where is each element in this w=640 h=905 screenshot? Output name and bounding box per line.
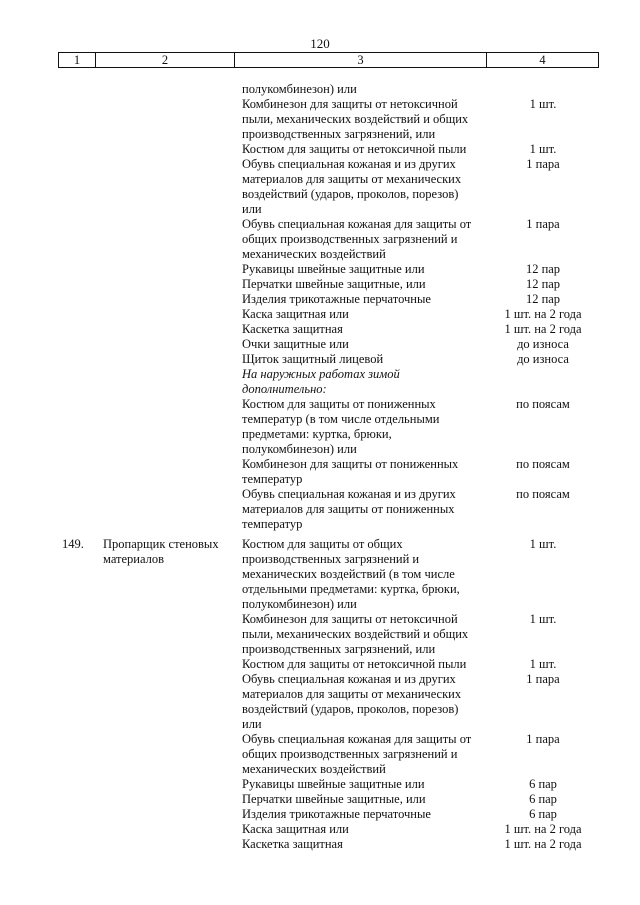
page-number: 120 — [310, 36, 330, 51]
quantity-cell: 1 шт. — [529, 142, 557, 156]
item-text-line: или — [242, 717, 262, 731]
profession-line: Пропарщик стеновых — [103, 537, 219, 551]
item-text-line: механических воздействий — [242, 762, 386, 776]
item-text-line: Очки защитные или — [242, 337, 349, 351]
quantity-cell: по поясам — [516, 397, 570, 411]
item-text-line: Каскетка защитная — [242, 837, 343, 851]
item-text-line: Костюм для защиты от пониженных — [242, 397, 436, 411]
item-text-line: полукомбинезон) или — [242, 597, 357, 611]
header-col-2: 2 — [95, 52, 235, 68]
quantity-cell: 6 пар — [529, 792, 557, 806]
item-text-line: воздействий (ударов, проколов, порезов) — [242, 702, 459, 716]
quantity-cell: 1 шт. — [529, 657, 557, 671]
item-text-line: пыли, механических воздействий и общих — [242, 112, 469, 126]
quantity-cell: до износа — [517, 337, 569, 351]
item-text-line: или — [242, 202, 262, 216]
item-text-line: Костюм для защиты от нетоксичной пыли — [242, 142, 467, 156]
item-text-line: Перчатки швейные защитные, или — [242, 277, 426, 291]
quantity-cell: 6 пар — [529, 777, 557, 791]
quantity-cell: 1 пара — [526, 217, 560, 231]
quantity-cell: 12 пар — [525, 277, 561, 291]
item-text-line: производственных загрязнений, или — [242, 642, 436, 656]
quantity-cell: до износа — [517, 352, 569, 366]
quantity-cell: 6 пар — [529, 807, 557, 821]
item-text-line: температур — [242, 472, 303, 486]
item-text-line: Каска защитная или — [242, 307, 349, 321]
item-text-line: общих производственных загрязнений и — [242, 232, 458, 246]
item-text-line: общих производственных загрязнений и — [242, 747, 458, 761]
item-text-line: полукомбинезон) или — [242, 82, 357, 96]
item-text-line: Обувь специальная кожаная для защиты от — [242, 732, 472, 746]
item-text-line: температур — [242, 517, 303, 531]
quantity-cell: 1 шт. на 2 года — [504, 307, 582, 321]
item-text-line: Изделия трикотажные перчаточные — [242, 292, 431, 306]
quantity-cell: 1 шт. — [529, 537, 557, 551]
item-text-line: отдельными предметами: куртка, брюки, — [242, 582, 460, 596]
quantity-cell: 1 шт. на 2 года — [504, 322, 582, 336]
quantity-cell: 1 шт. — [529, 612, 557, 626]
header-col-4: 4 — [486, 52, 599, 68]
item-text-line: полукомбинезон) или — [242, 442, 357, 456]
item-text-line: предметами: куртка, брюки, — [242, 427, 392, 441]
item-text-line: механических воздействий — [242, 247, 386, 261]
quantity-cell: по поясам — [516, 457, 570, 471]
item-text-line: Обувь специальная кожаная и из других — [242, 157, 456, 171]
item-number: 149. — [62, 537, 84, 551]
item-text-line: Каска защитная или — [242, 822, 349, 836]
item-text-line: Комбинезон для защиты от пониженных — [242, 457, 459, 471]
item-text-line: Обувь специальная кожаная и из других — [242, 672, 456, 686]
quantity-cell: 1 пара — [526, 732, 560, 746]
header-col-3: 3 — [234, 52, 487, 68]
item-text-line: Комбинезон для защиты от нетоксичной — [242, 612, 458, 626]
header-col-1: 1 — [58, 52, 96, 68]
item-text-line: Изделия трикотажные перчаточные — [242, 807, 431, 821]
item-text-line: Рукавицы швейные защитные или — [242, 777, 425, 791]
item-text-line: пыли, механических воздействий и общих — [242, 627, 469, 641]
quantity-cell: 1 пара — [526, 672, 560, 686]
item-text-line: Комбинезон для защиты от нетоксичной — [242, 97, 458, 111]
item-text-line: Щиток защитный лицевой — [242, 352, 384, 366]
item-text-line: Обувь специальная кожаная и из других — [242, 487, 456, 501]
quantity-cell: 1 шт. на 2 года — [504, 837, 582, 851]
item-text-line: Рукавицы швейные защитные или — [242, 262, 425, 276]
item-text-line: материалов для защиты от механических — [242, 687, 462, 701]
item-text-line: материалов для защиты от механических — [242, 172, 462, 186]
item-text-line: Костюм для защиты от общих — [242, 537, 403, 551]
item-text-line: Перчатки швейные защитные, или — [242, 792, 426, 806]
item-text-line: производственных загрязнений и — [242, 552, 420, 566]
item-text-line: Костюм для защиты от нетоксичной пыли — [242, 657, 467, 671]
quantity-cell: 1 шт. — [529, 97, 557, 111]
quantity-cell: по поясам — [516, 487, 570, 501]
item-text-line: воздействий (ударов, проколов, порезов) — [242, 187, 459, 201]
quantity-cell: 12 пар — [525, 262, 561, 276]
item-text-line: производственных загрязнений, или — [242, 127, 436, 141]
profession-line: материалов — [103, 552, 165, 566]
quantity-cell: 12 пар — [525, 292, 561, 306]
quantity-cell: 1 шт. на 2 года — [504, 822, 582, 836]
quantity-cell: 1 пара — [526, 157, 560, 171]
item-text-line: материалов для защиты от пониженных — [242, 502, 455, 516]
item-text-line: механических воздействий (в том числе — [242, 567, 455, 581]
item-text-line: Каскетка защитная — [242, 322, 343, 336]
item-text-line: Обувь специальная кожаная для защиты от — [242, 217, 472, 231]
item-text-line: температур (в том числе отдельными — [242, 412, 440, 426]
item-text-line: На наружных работах зимой — [242, 367, 400, 381]
item-text-line: дополнительно: — [242, 382, 327, 396]
